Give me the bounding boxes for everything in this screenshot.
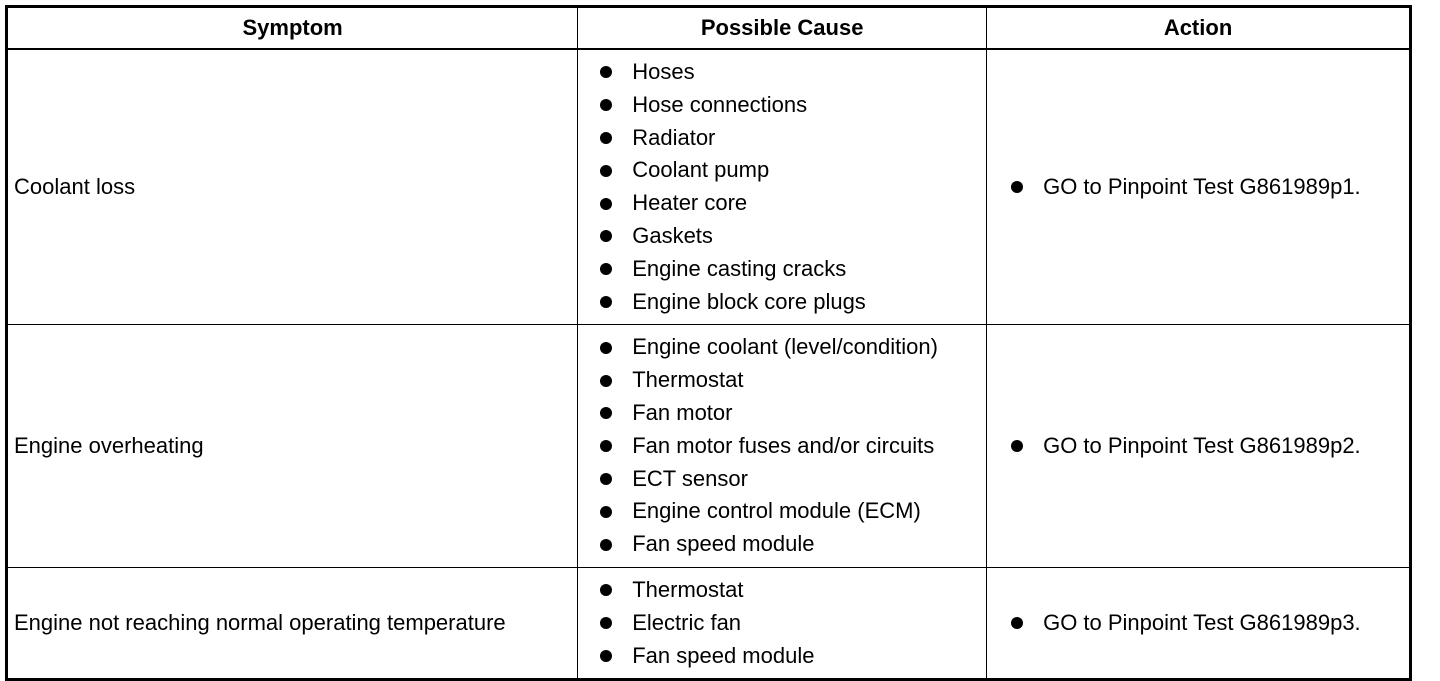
- bullet-icon: [600, 650, 612, 662]
- cause-list: [578, 568, 986, 678]
- bullet-icon: [1011, 440, 1023, 452]
- cause-cell: [578, 325, 987, 568]
- cause-text: Engine casting cracks: [632, 255, 847, 281]
- action-text: GO to Pinpoint Test G861989p1.: [1043, 173, 1361, 199]
- cause-item: [600, 220, 986, 253]
- cause-text: Heater core: [632, 190, 748, 216]
- bullet-icon: [1011, 181, 1023, 193]
- cause-list: [578, 325, 986, 567]
- bullet-icon: [600, 263, 612, 275]
- cause-item: [600, 286, 986, 319]
- header-symptom: Symptom: [7, 7, 578, 50]
- cause-item: [600, 463, 986, 496]
- cause-list: [578, 50, 986, 324]
- bullet-icon: [600, 230, 612, 242]
- cause-item: [600, 89, 986, 122]
- action-list: [1011, 171, 1409, 204]
- cause-item: [600, 331, 986, 364]
- cause-text: Engine control module (ECM): [632, 498, 921, 524]
- header-possible-cause: Possible Cause: [578, 7, 987, 50]
- cause-text: Hose connections: [632, 91, 808, 117]
- cause-text: Gaskets: [632, 222, 713, 248]
- bullet-icon: [1011, 617, 1023, 629]
- bullet-icon: [600, 165, 612, 177]
- cause-item: [600, 528, 986, 561]
- bullet-icon: [600, 407, 612, 419]
- action-cell: [987, 49, 1411, 325]
- bullet-icon: [600, 539, 612, 551]
- cause-text: Engine block core plugs: [632, 288, 866, 314]
- table-row: [7, 325, 1411, 568]
- cause-text: Thermostat: [632, 367, 744, 393]
- cause-item: [600, 495, 986, 528]
- cause-cell: [578, 49, 987, 325]
- action-cell: [987, 325, 1411, 568]
- bullet-icon: [600, 296, 612, 308]
- action-list: [1011, 430, 1409, 463]
- cause-text: Electric fan: [632, 609, 742, 635]
- action-item: [1011, 607, 1409, 640]
- table-row: [7, 567, 1411, 679]
- bullet-icon: [600, 342, 612, 354]
- cause-item: [600, 397, 986, 430]
- cause-text: Fan speed module: [632, 642, 815, 668]
- header-action: Action: [987, 7, 1411, 50]
- bullet-icon: [600, 375, 612, 387]
- action-cell: [987, 567, 1411, 679]
- cause-text: Engine coolant (level/condition): [632, 334, 938, 360]
- cause-item: [600, 640, 986, 673]
- action-list: [1011, 607, 1409, 640]
- bullet-icon: [600, 584, 612, 596]
- bullet-icon: [600, 99, 612, 111]
- table-row: [7, 49, 1411, 325]
- cause-text: ECT sensor: [632, 465, 748, 491]
- bullet-icon: [600, 617, 612, 629]
- cause-item: [600, 253, 986, 286]
- cause-item: [600, 56, 986, 89]
- cause-item: [600, 154, 986, 187]
- action-text: GO to Pinpoint Test G861989p3.: [1043, 609, 1361, 635]
- bullet-icon: [600, 440, 612, 452]
- cause-text: Coolant pump: [632, 157, 770, 183]
- bullet-icon: [600, 66, 612, 78]
- cause-item: [600, 430, 986, 463]
- cause-text: Thermostat: [632, 576, 744, 602]
- cause-item: [600, 364, 986, 397]
- cause-text: Fan speed module: [632, 531, 815, 557]
- cause-item: [600, 607, 986, 640]
- symptom-cell: Coolant loss: [7, 49, 578, 325]
- action-item: [1011, 171, 1409, 204]
- cause-item: [600, 187, 986, 220]
- table-header-row: [7, 7, 1411, 50]
- bullet-icon: [600, 132, 612, 144]
- bullet-icon: [600, 198, 612, 210]
- symptom-cell: Engine not reaching normal operating temperature: [7, 567, 578, 679]
- action-item: [1011, 430, 1409, 463]
- diagnostic-table: [5, 5, 1412, 681]
- symptom-cell: Engine overheating: [7, 325, 578, 568]
- cause-text: Radiator: [632, 124, 716, 150]
- action-text: GO to Pinpoint Test G861989p2.: [1043, 432, 1361, 458]
- bullet-icon: [600, 506, 612, 518]
- cause-cell: [578, 567, 987, 679]
- cause-text: Hoses: [632, 59, 695, 84]
- cause-text: Fan motor: [632, 399, 733, 425]
- cause-item: [600, 574, 986, 607]
- cause-text: Fan motor fuses and/or circuits: [632, 432, 935, 458]
- cause-item: [600, 122, 986, 155]
- bullet-icon: [600, 473, 612, 485]
